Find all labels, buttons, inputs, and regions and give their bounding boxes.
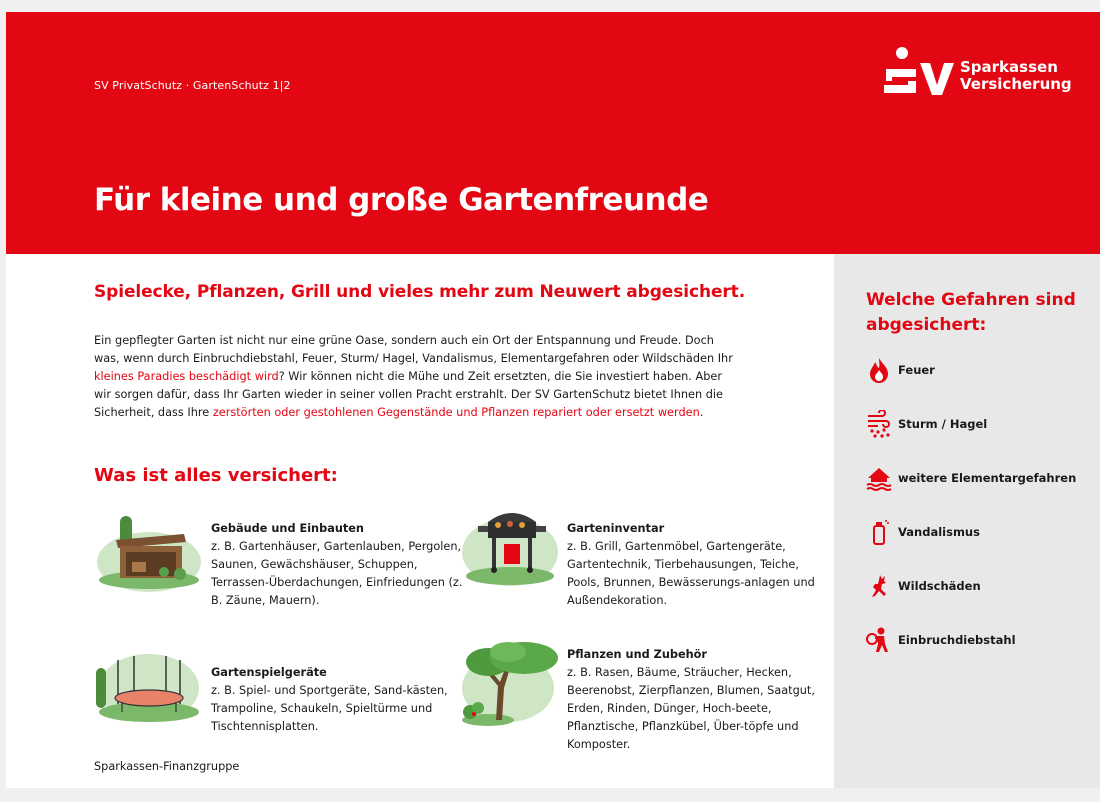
item-text: z. B. Gartenhäuser, Gartenlauben, Pergolen, Saunen, Gewächshäuser, Schuppen, Terrassen-Überdachungen, Einfriedungen (z. B. Zäune, Mauern). [211, 540, 463, 607]
intro-text-3: . [699, 406, 704, 419]
brochure-page [6, 12, 1100, 788]
flame-icon [866, 356, 892, 384]
intro-text-1: Ein gepflegter Garten ist nicht nur eine grüne Oase, sondern auch ein Ort der Entspannung und Freude. Doch was, wenn durch Einbruchdiebstahl, Feuer, Sturm/ Hagel, Vandalismus, Elementargefahren oder Wildschäden Ihr [94, 334, 733, 365]
item-text: z. B. Spiel- und Sportgeräte, Sand-kästen, Trampoline, Schaukeln, Spieltürme und Tischtennisplatten. [211, 684, 448, 733]
hazard-game-damage [866, 572, 1096, 600]
hazard-label: Feuer [898, 363, 935, 377]
sv-logo-icon [882, 45, 958, 97]
spray-can-icon [866, 518, 892, 546]
intro-highlight-2: zerstörten oder gestohlenen Gegenstände und Pflanzen repariert oder ersetzt werden [212, 406, 700, 419]
hazard-label: Einbruchdiebstahl [898, 633, 1016, 647]
main-content [94, 282, 815, 751]
logo-line-2: Versicherung [960, 75, 1072, 93]
item-title: Garteninventar [567, 522, 665, 535]
hazard-label: Wildschäden [898, 579, 981, 593]
hazard-elemental [866, 464, 1096, 492]
hazard-storm-hail [866, 410, 1096, 438]
insured-item-inventory [567, 520, 827, 610]
logo-line-1: Sparkassen [960, 58, 1058, 76]
breadcrumb: SV PrivatSchutz · GartenSchutz 1|2 [94, 79, 291, 92]
item-text: z. B. Rasen, Bäume, Sträucher, Hecken, Beerenobst, Zierpflanzen, Blumen, Saatgut, Erden, Rinden, Dünger, Hoch-beete, Pflanztische, Pflanzkübel, Über-töpfe und Komposter. [567, 666, 815, 751]
item-text: z. B. Grill, Gartenmöbel, Gartengeräte, Gartentechnik, Tierbehausungen, Teiche, Pools, Brunnen, Bewässerungs-anlagen und Außendekoration. [567, 540, 815, 607]
intro-highlight-1: kleines Paradies beschädigt wird [94, 370, 279, 383]
item-title: Gartenspielgeräte [211, 666, 327, 679]
page-title: Für kleine und große Gartenfreunde [94, 182, 709, 218]
hazard-label: Sturm / Hagel [898, 417, 988, 431]
item-title: Pflanzen und Zubehör [567, 648, 707, 661]
intro-paragraph [94, 332, 734, 422]
hazard-label: Vandalismus [898, 525, 980, 539]
hazard-vandalism [866, 518, 1096, 546]
tree-illustration [458, 636, 568, 726]
burglar-icon [866, 626, 892, 654]
insured-item-play-equipment [211, 664, 471, 736]
header-banner [6, 12, 1100, 254]
logo-text [960, 59, 1072, 93]
main-subheading: Spielecke, Pflanzen, Grill und vieles mehr zum Neuwert abgesichert. [94, 282, 746, 302]
sidebar-heading: Welche Gefahren sind abgesichert: [866, 290, 1076, 335]
intro-text-2: ? Wir können nicht die Mühe und Zeit ersetzten, die Sie investiert haben. Aber wir sorgen dafür, dass Ihr Garten wieder in seiner vollen Pracht erstrahlt. Der SV GartenSchutz bietet Ihnen die Sicherheit, dass Ihre [94, 370, 724, 419]
hazard-label: weitere Elementargefahren [898, 471, 1077, 485]
trampoline-illustration [94, 640, 204, 730]
sparkassen-versicherung-logo [882, 45, 1072, 97]
section-heading: Was ist alles versichert: [94, 465, 338, 486]
garden-shed-illustration [94, 502, 204, 592]
footer-text: Sparkassen-Finanzgruppe [94, 760, 240, 773]
item-title: Gebäude und Einbauten [211, 522, 364, 535]
insured-item-buildings [211, 520, 471, 610]
hazard-fire [866, 356, 1096, 384]
flood-house-icon [866, 464, 892, 492]
deer-icon [866, 572, 892, 600]
storm-hail-icon [866, 410, 892, 438]
grill-illustration [454, 500, 564, 590]
hazard-burglary [866, 626, 1096, 654]
hazards-sidebar [834, 254, 1100, 788]
insured-item-plants [567, 646, 827, 754]
